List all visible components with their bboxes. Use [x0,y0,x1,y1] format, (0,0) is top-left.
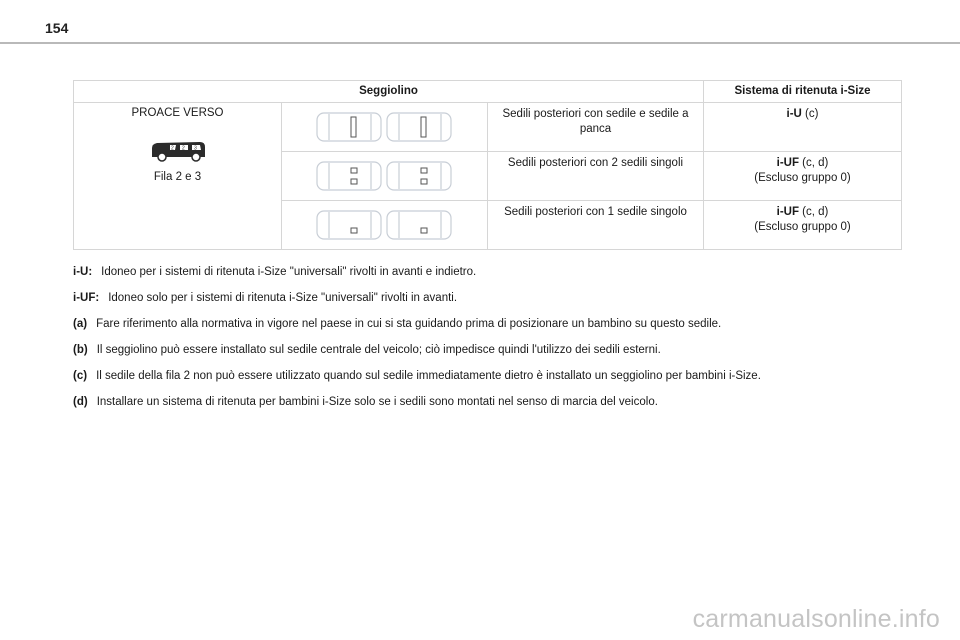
seat-layout-one-single-icon [315,208,455,242]
footnotes [73,265,913,421]
system-code: i-U [786,108,802,120]
system-code: i-UF [776,157,799,169]
footnote [73,265,913,279]
row-description: Sedili posteriori con 1 sedile singolo [488,201,704,250]
row-label: Fila 2 e 3 [153,171,202,183]
footnote-text: Fare riferimento alla normativa in vigore nel paese in cui si sta guidando prima di posizionare un bambino su questo sedile. [96,318,722,330]
footnote-text: Idoneo solo per i sistemi di ritenuta i-Size "universali" rivolti in avanti. [108,292,458,304]
footnote-key: (a) [73,318,88,330]
table-row [74,103,902,152]
row-description: Sedili posteriori con sedile e sedile a panca [488,103,704,152]
system-note: (c, d) [798,206,829,218]
footnote [73,369,913,383]
footnote-text: Idoneo per i sistemi di ritenuta i-Size "universali" rivolti in avanti e indietro. [101,266,477,278]
footnote-text: Il seggiolino può essere installato sul sedile centrale del veicolo; ciò impedisce quindi l'utilizzo dei sedili esterni. [96,344,661,356]
seat-diagram-cell [282,152,488,201]
row-description: Sedili posteriori con 2 sedili singoli [488,152,704,201]
seat-layout-bench-icon [315,110,455,144]
model-name: PROACE VERSO [131,107,224,119]
system-extra: (Escluso gruppo 0) [754,172,851,184]
header-seat: Seggiolino [74,81,704,103]
page-number: 154 [45,20,69,36]
table-header-row [74,81,902,103]
system-code: i-UF [776,206,799,218]
footnote [73,317,913,331]
svg-text:3: 3 [193,145,197,152]
seat-diagram-cell [282,201,488,250]
system-note: (c) [801,108,819,120]
footnote [73,395,913,409]
footnote-key: (c) [73,370,88,382]
footnote-key: (d) [73,396,88,408]
footnote [73,291,913,305]
system-note: (c, d) [798,157,829,169]
svg-text:2: 2 [181,145,185,152]
model-cell [74,103,282,250]
footnote-text: Installare un sistema di ritenuta per bambini i-Size solo se i sedili sono montati nel senso di marcia del veicolo. [96,396,658,408]
seat-layout-two-singles-icon [315,159,455,193]
seat-diagram-cell [282,103,488,152]
footnote-text: Il sedile della fila 2 non può essere utilizzato quando sul sedile immediatamente dietro è installato un seggiolino per bambini i-Size. [96,370,761,382]
footnote [73,343,913,357]
system-extra: (Escluso gruppo 0) [754,221,851,233]
footnote-key: (b) [73,344,88,356]
van-icon [148,139,208,163]
watermark: carmanualsonline.info [692,605,940,633]
system-cell [704,103,902,152]
footnote-key: i-U: [73,266,93,278]
header-system: Sistema di ritenuta i-Size [704,81,902,103]
footnote-key: i-UF: [73,292,100,304]
header-divider [0,42,960,44]
system-cell [704,152,902,201]
child-seat-table [73,80,902,250]
system-cell [704,201,902,250]
svg-text:2: 2 [170,145,174,152]
